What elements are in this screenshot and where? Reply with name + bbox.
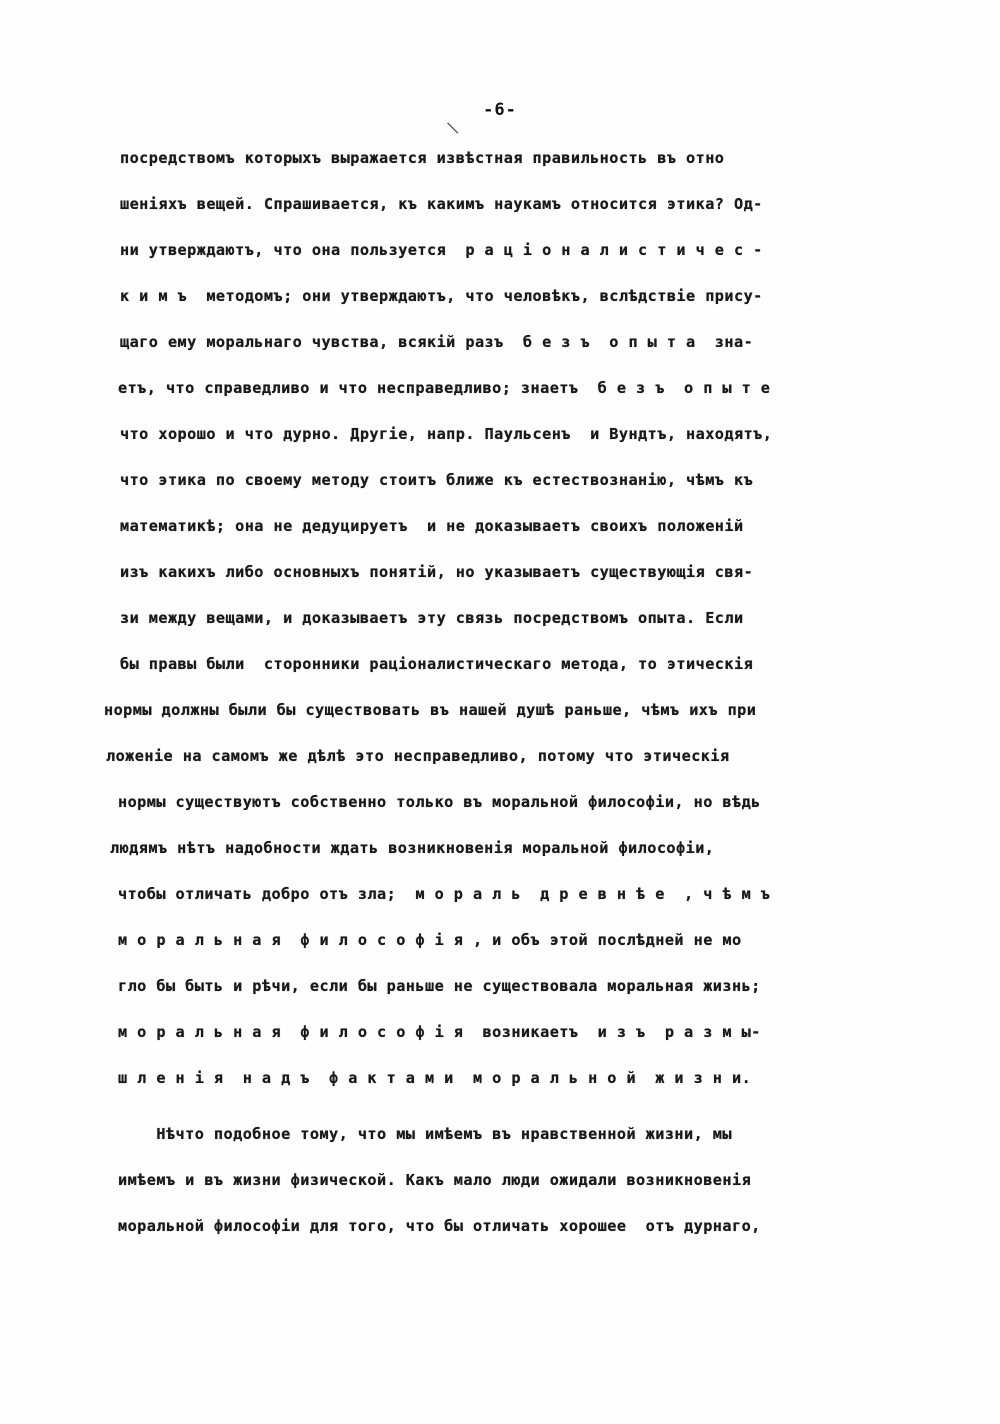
text-line: изъ какихъ либо основныхъ понятій, но указываетъ существующія свя- [120,563,754,581]
text-line: м о р а л ь н а я ф и л о с о ф і я , и объ этой послѣдней не мо [118,931,742,949]
text-line: посредствомъ которыхъ выражается извѣстная правильность въ отно [120,149,725,167]
text-line: гло бы быть и рѣчи, если бы раньше не существовала моральная жизнь; [118,977,761,995]
text-line: шеніяхъ вещей. Спрашивается, къ какимъ наукамъ относится этика? Од- [120,195,763,213]
text-line: ни утверждаютъ, что она пользуется р а ц і о н а л и с т и ч е с - [120,241,763,259]
text-line: моральной философіи для того, что бы отличать хорошее отъ дурнаго, [118,1217,761,1235]
text-line: людямъ нѣтъ надобности ждать возникновенія моральной философіи, [110,839,715,857]
text-line: етъ, что справедливо и что несправедливо; знаетъ б е з ъ о п ы т е [118,379,771,397]
text-line: щаго ему моральнаго чувства, всякій разъ б е з ъ о п ы т а зна- [120,333,754,351]
text-line: бы правы были сторонники раціоналистическаго метода, то этическія [120,655,754,673]
text-line: чтобы отличать добро отъ зла; м о р а л ь д р е в н ѣ е , ч ѣ м ъ [118,885,771,903]
text-line: нормы должны были бы существовать въ нашей душѣ раньше, чѣмъ ихъ при [104,701,757,719]
text-line: ш л е н і я н а д ъ ф а к т а м и м о р а л ь н о й ж и з н и. [118,1069,752,1087]
text-line: к и м ъ методомъ; они утверждаютъ, что человѣкъ, вслѣдствіе прису- [120,287,763,305]
text-line: математикѣ; она не дедуцируетъ и не доказываетъ своихъ положеній [120,517,744,535]
text-line: м о р а л ь н а я ф и л о с о ф і я возникаетъ и з ъ р а з м ы- [118,1023,761,1041]
text-line: зи между вещами, и доказываетъ эту связь посредствомъ опыта. Если [120,609,744,627]
page-number: -6- [483,100,517,120]
text-line: ложеніе на самомъ же дѣлѣ это несправедливо, потому что этическія [106,747,730,765]
text-line: нормы существуютъ собственно только въ моральной философіи, но вѣдь [118,793,761,811]
text-line: что хорошо и что дурно. Другіе, напр. Паульсенъ и Вундтъ, находятъ, [120,425,773,443]
text-line: Нѣчто подобное тому, что мы имѣемъ въ нравственной жизни, мы [118,1125,732,1143]
text-line: что этика по своему методу стоитъ ближе къ естествознанію, чѣмъ къ [120,471,754,489]
stray-ink-mark: \ [445,116,461,139]
text-line: имѣемъ и въ жизни физической. Какъ мало люди ожидали возникновенія [118,1171,752,1189]
